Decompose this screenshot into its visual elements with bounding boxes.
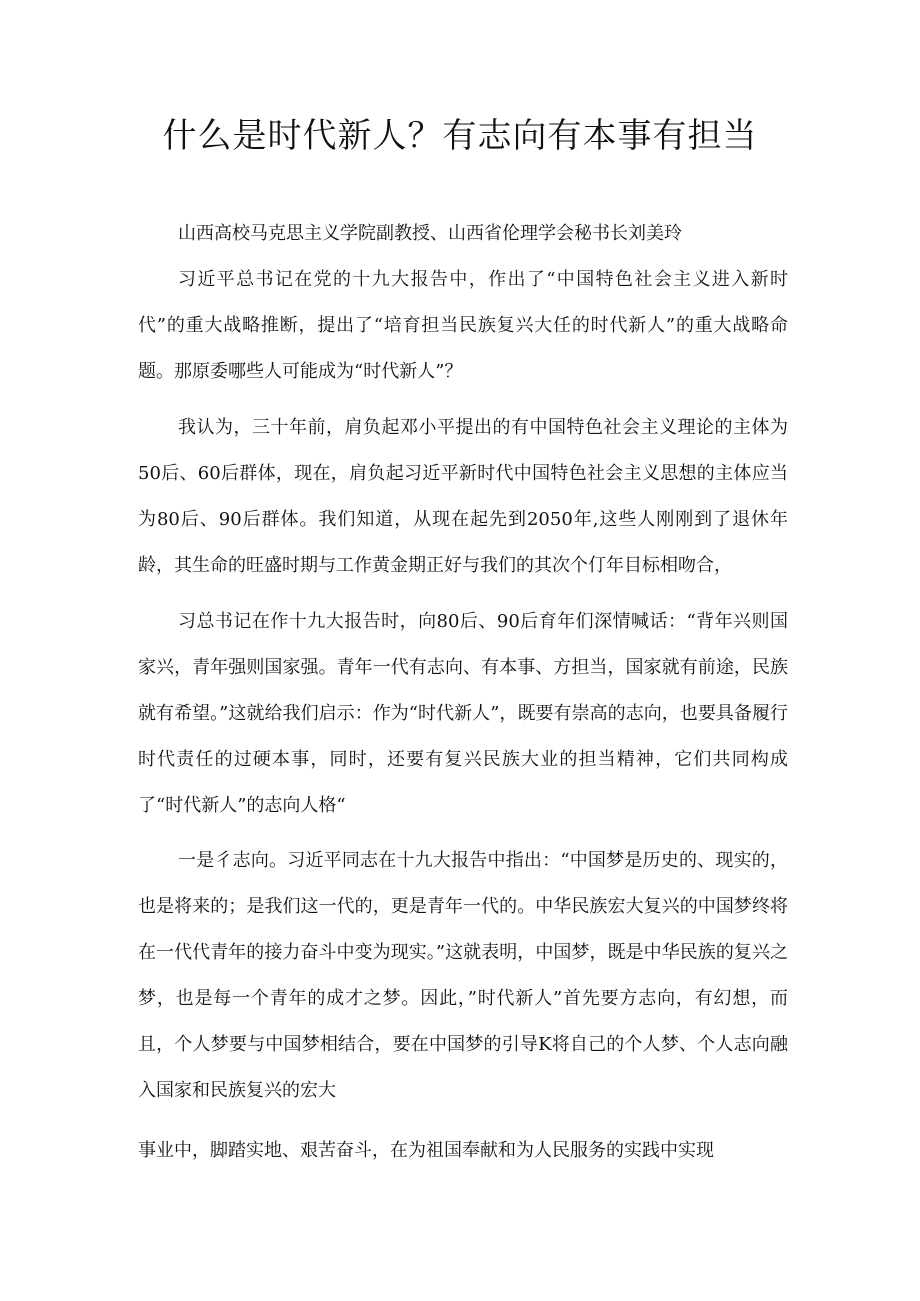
paragraph-5: 事业中，脚踏实地、艰苦奋斗，在为祖国奉献和为人民服务的实践中实现 bbox=[138, 1140, 714, 1161]
paragraph-1: 习近平总书记在党的十九大报告中，作出了“中国特色社会主义进入新时代”的重大战略推断，提出了“培育担当民族复兴大任的时代新人”的重大战略命题。那原委哪些人可能成为“时代新人”？ bbox=[138, 269, 788, 382]
paragraph-3: 习总书记在作十九大报告时，向80后、90后育年们深情喊话：“背年兴则国家兴，青年强则国家强。青年一代有志向、有本事、方担当，国家就有前途，民族就有希望。”这就给我们启示：作为“时代新人”，既要有崇高的志向，也要具备履行时代责任的过硬本事，同时，还要有复兴民族大业的担当精神，它们共同构成了“时代新人”的志向人格“ bbox=[138, 611, 788, 816]
paragraph-4: 一是彳志向。习近平同志在十九大报告中指出：“中国梦是历史的、现实的，也是将来的；是我们这一代的，更是青年一代的。中华民族宏大复兴的中国梦终将在一代代青年的接力奋斗中变为现实。”这就表明，中国梦，既是中华民族的复兴之梦，也是每一个青年的成才之梦。因此，”时代新人”首先要方志向，有幻想，而且，个人梦要与中国梦相结合，要在中国梦的引导K将自己的个人梦、个人志向融入国家和民族复兴的宏大 bbox=[138, 850, 788, 1101]
paragraph-2: 我认为，三十年前，肩负起邓小平提出的有中国特色社会主义理论的主体为50后、60后群体，现在，肩负起习近平新时代中国特色社会主义思想的主体应当为80后、90后群体。我们知道，从现在起先到2050年,这些人刚刚到了退休年龄，其生命的旺盛时期与工作黄金期正好与我们的其次个仃年目标相吻合， bbox=[138, 417, 788, 576]
article-title: 什么是时代新人？有志向有本事有担当 bbox=[162, 116, 758, 156]
author-line: 山西高校马克思主义学院副教授、山西省伦理学会秘书长刘美玲 bbox=[178, 223, 682, 244]
